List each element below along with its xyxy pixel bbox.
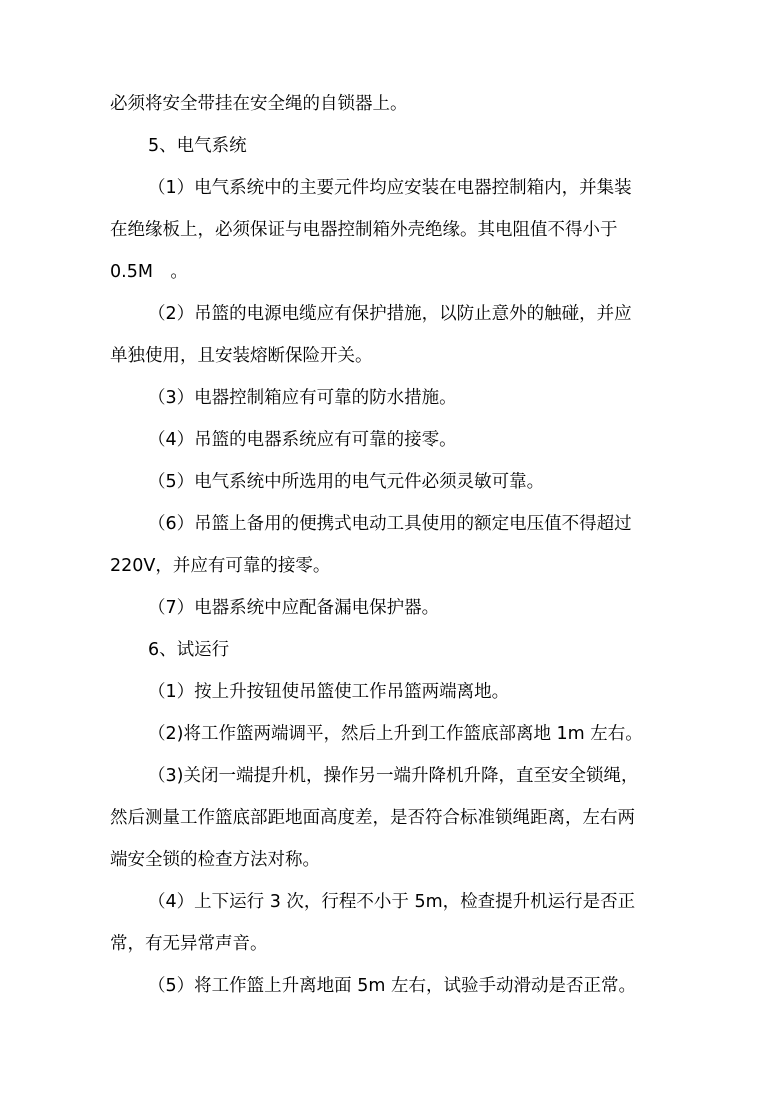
text-line-18: 然后测量工作篮底部距地面高度差，是否符合标准锁绳距离，左右两 [110,808,635,828]
text-line-11: （6）吊篮上备用的便携式电动工具使用的额定电压值不得超过 [148,514,632,534]
text-line-1: 必须将安全带挂在安全绳的自锁器上。 [110,94,408,114]
text-line-8: （3）电器控制箱应有可靠的防水措施。 [148,388,457,408]
text-line-13: （7）电器系统中应配备漏电保护器。 [148,598,440,618]
text-line-3: （1）电气系统中的主要元件均应安装在电器控制箱内，并集装 [148,178,632,198]
text-line-4: 在绝缘板上，必须保证与电器控制箱外壳绝缘。其电阻值不得小于 [110,220,618,240]
text-line-7: 单独使用，且安装熔断保险开关。 [110,346,373,366]
text-line-15: （1）按上升按钮使吊篮使工作吊篮两端离地。 [148,682,510,702]
text-line-21: 常，有无异常声音。 [110,934,268,954]
text-line-9: （4）吊篮的电器系统应有可靠的接零。 [148,430,457,450]
text-line-17: （3)关闭一端提升机，操作另一端升降机升降，直至安全锁绳， [148,766,639,786]
text-line-22: （5）将工作篮上升离地面 5m 左右，试验手动滑动是否正常。 [148,976,636,996]
text-line-6: （2）吊篮的电源电缆应有保护措施，以防止意外的触碰，并应 [148,304,632,324]
text-line-10: （5）电气系统中所选用的电气元件必须灵敏可靠。 [148,472,545,492]
text-line-12: 220V，并应有可靠的接零。 [110,556,331,576]
text-line-19: 端安全锁的检查方法对称。 [110,850,320,870]
section-heading-trial-run: 6、试运行 [148,640,230,660]
text-line-5: 0.5M 。 [110,262,188,282]
section-heading-electrical: 5、电气系统 [148,136,247,156]
text-line-16: （2)将工作篮两端调平，然后上升到工作篮底部离地 1m 左右。 [148,724,643,744]
text-line-20: （4）上下运行 3 次，行程不小于 5m，检查提升机运行是否正 [148,892,636,912]
